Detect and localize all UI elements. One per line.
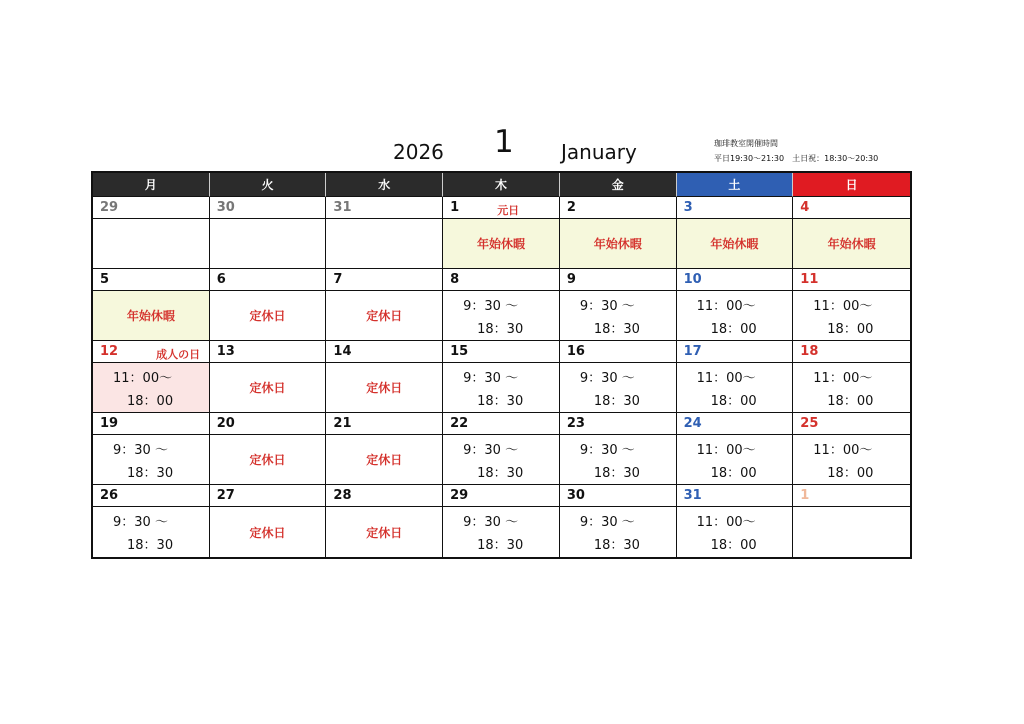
day-number: 27	[216, 488, 235, 503]
day-number-cell	[443, 413, 560, 435]
day-schedule-cell	[560, 507, 677, 557]
day-schedule-cell	[326, 363, 443, 413]
weekday-header: 月	[93, 173, 210, 197]
month-name: January	[561, 140, 637, 164]
close-time: 18：00	[710, 393, 757, 409]
close-time: 18：30	[477, 465, 524, 481]
day-number: 4	[800, 200, 810, 215]
calendar-grid	[93, 173, 910, 557]
day-number-cell	[793, 341, 910, 363]
weekday-header: 水	[326, 173, 443, 197]
weekday-header: 土	[677, 173, 794, 197]
day-number-cell	[677, 413, 794, 435]
day-schedule-cell	[93, 507, 210, 557]
day-number: 25	[800, 416, 819, 431]
close-time: 18：30	[127, 538, 174, 553]
open-time: 9：30 ～	[463, 442, 519, 458]
open-time: 11：00～	[696, 515, 756, 530]
day-schedule-cell	[793, 291, 910, 341]
day-schedule-cell	[443, 363, 560, 413]
day-schedule-cell	[326, 507, 443, 557]
day-schedule-cell	[93, 435, 210, 485]
day-number-cell	[210, 341, 327, 363]
day-number: 6	[216, 272, 226, 287]
day-number: 12	[100, 344, 119, 359]
day-number-cell	[93, 413, 210, 435]
close-time: 18：30	[593, 465, 640, 481]
day-number: 7	[333, 272, 343, 287]
day-number-cell	[210, 413, 327, 435]
day-schedule-cell	[326, 435, 443, 485]
day-schedule-cell	[677, 507, 794, 557]
close-time: 18：30	[127, 465, 174, 481]
close-time: 18：30	[593, 393, 640, 409]
open-time: 9：30 ～	[579, 370, 635, 386]
closed-label: 定休日	[366, 453, 403, 467]
close-time: 18：00	[827, 393, 874, 409]
closed-label: 定休日	[366, 381, 403, 395]
day-schedule-cell	[210, 507, 327, 557]
closed-label: 年始休暇	[593, 237, 642, 251]
closed-label: 年始休暇	[710, 237, 759, 251]
open-time: 11：00～	[813, 370, 873, 386]
close-time: 18：00	[127, 393, 174, 409]
day-number: 11	[800, 272, 819, 287]
open-time: 9：30 ～	[463, 370, 519, 386]
day-number: 26	[100, 488, 119, 503]
class-hours-detail: 平日19:30～21:30 土日祝：18:30～20:30	[714, 154, 879, 163]
day-number-cell	[326, 197, 443, 219]
day-number: 17	[683, 344, 702, 359]
day-schedule-cell	[677, 291, 794, 341]
day-number-cell	[443, 341, 560, 363]
day-number-cell	[210, 485, 327, 507]
day-schedule-cell	[560, 291, 677, 341]
day-number: 9	[566, 272, 576, 287]
day-schedule-cell	[93, 363, 210, 413]
day-number-cell	[443, 197, 560, 219]
day-number: 19	[100, 416, 119, 431]
day-number-cell	[677, 485, 794, 507]
month-number: 1	[494, 124, 514, 160]
close-time: 18：00	[710, 465, 757, 481]
open-time: 9：30 ～	[579, 442, 635, 458]
open-time: 9：30 ～	[113, 442, 168, 458]
day-number: 10	[683, 272, 702, 287]
day-schedule-cell	[93, 219, 210, 269]
day-number: 14	[333, 344, 352, 359]
day-number: 8	[450, 272, 460, 287]
day-number: 5	[100, 272, 110, 287]
weekday-header: 金	[560, 173, 677, 197]
day-schedule-cell	[210, 435, 327, 485]
closed-label: 定休日	[249, 453, 286, 467]
day-schedule-cell	[210, 291, 327, 341]
day-schedule-cell	[677, 219, 794, 269]
day-number-cell	[326, 269, 443, 291]
day-number: 30	[566, 488, 585, 503]
day-number: 1	[450, 200, 460, 215]
day-number: 31	[333, 200, 352, 215]
day-number: 16	[566, 344, 585, 359]
day-number: 15	[450, 344, 469, 359]
close-time: 18：00	[827, 465, 874, 481]
day-schedule-cell	[443, 507, 560, 557]
day-number-cell	[793, 413, 910, 435]
closed-label: 定休日	[249, 525, 286, 540]
day-number: 29	[450, 488, 469, 503]
closed-label: 年始休暇	[476, 237, 525, 251]
day-number-cell	[326, 341, 443, 363]
day-schedule-cell	[93, 291, 210, 341]
day-number-cell	[93, 269, 210, 291]
closed-label: 定休日	[249, 381, 286, 395]
day-number-cell	[443, 485, 560, 507]
day-number-cell	[560, 413, 677, 435]
year-label: 2026	[393, 140, 444, 164]
day-schedule-cell	[210, 363, 327, 413]
closed-label: 定休日	[249, 309, 286, 323]
holiday-label: 元日	[497, 204, 520, 217]
day-number: 30	[216, 200, 235, 215]
class-hours-title: 珈琲教室開催時間	[714, 139, 778, 148]
open-time: 9：30 ～	[463, 298, 519, 314]
close-time: 18：30	[593, 321, 640, 337]
close-time: 18：30	[477, 538, 524, 553]
day-number-cell	[677, 197, 794, 219]
open-time: 9：30 ～	[579, 515, 635, 530]
close-time: 18：00	[710, 321, 757, 337]
day-number-cell	[210, 269, 327, 291]
day-number-cell	[677, 269, 794, 291]
weekday-header: 木	[443, 173, 560, 197]
day-schedule-cell	[326, 219, 443, 269]
closed-label: 定休日	[366, 525, 403, 540]
day-schedule-cell	[210, 219, 327, 269]
day-schedule-cell	[443, 291, 560, 341]
day-number: 2	[566, 200, 576, 215]
weekday-header: 火	[210, 173, 327, 197]
day-schedule-cell	[560, 219, 677, 269]
day-number-cell	[93, 341, 210, 363]
day-number-cell	[560, 341, 677, 363]
day-schedule-cell	[443, 435, 560, 485]
day-number-cell	[560, 269, 677, 291]
close-time: 18：30	[593, 538, 640, 553]
day-number: 1	[800, 488, 810, 503]
open-time: 9：30 ～	[463, 515, 519, 530]
open-time: 11：00～	[113, 370, 173, 386]
calendar	[91, 171, 912, 559]
day-schedule-cell	[443, 219, 560, 269]
day-schedule-cell	[560, 435, 677, 485]
day-number: 20	[216, 416, 235, 431]
day-number-cell	[677, 341, 794, 363]
weekday-header: 日	[793, 173, 910, 197]
day-number-cell	[93, 197, 210, 219]
day-schedule-cell	[677, 363, 794, 413]
open-time: 11：00～	[696, 298, 756, 314]
day-number-cell	[793, 485, 910, 507]
day-schedule-cell	[793, 363, 910, 413]
day-number: 23	[566, 416, 585, 431]
day-number: 21	[333, 416, 352, 431]
day-number: 24	[683, 416, 702, 431]
day-number: 18	[800, 344, 819, 359]
day-number-cell	[210, 197, 327, 219]
day-number: 22	[450, 416, 469, 431]
holiday-label: 成人の日	[156, 348, 201, 361]
day-schedule-cell	[793, 435, 910, 485]
day-number: 13	[216, 344, 235, 359]
day-number-cell	[793, 269, 910, 291]
open-time: 11：00～	[813, 298, 873, 314]
day-schedule-cell	[793, 507, 910, 557]
day-number-cell	[326, 413, 443, 435]
open-time: 9：30 ～	[579, 298, 635, 314]
day-number: 29	[100, 200, 119, 215]
day-number-cell	[93, 485, 210, 507]
day-schedule-cell	[793, 219, 910, 269]
day-number: 31	[683, 488, 702, 503]
close-time: 18：00	[827, 321, 874, 337]
day-number-cell	[560, 485, 677, 507]
day-schedule-cell	[677, 435, 794, 485]
open-time: 9：30 ～	[113, 515, 168, 530]
day-number: 28	[333, 488, 352, 503]
open-time: 11：00～	[696, 370, 756, 386]
day-number: 3	[683, 200, 693, 215]
closed-label: 年始休暇	[126, 309, 175, 323]
close-time: 18：30	[477, 393, 524, 409]
day-number-cell	[326, 485, 443, 507]
close-time: 18：00	[710, 538, 757, 553]
day-schedule-cell	[326, 291, 443, 341]
day-number-cell	[793, 197, 910, 219]
closed-label: 定休日	[366, 309, 403, 323]
day-schedule-cell	[560, 363, 677, 413]
closed-label: 年始休暇	[827, 237, 876, 251]
day-number-cell	[443, 269, 560, 291]
open-time: 11：00～	[696, 442, 756, 458]
open-time: 11：00～	[813, 442, 873, 458]
day-number-cell	[560, 197, 677, 219]
close-time: 18：30	[477, 321, 524, 337]
